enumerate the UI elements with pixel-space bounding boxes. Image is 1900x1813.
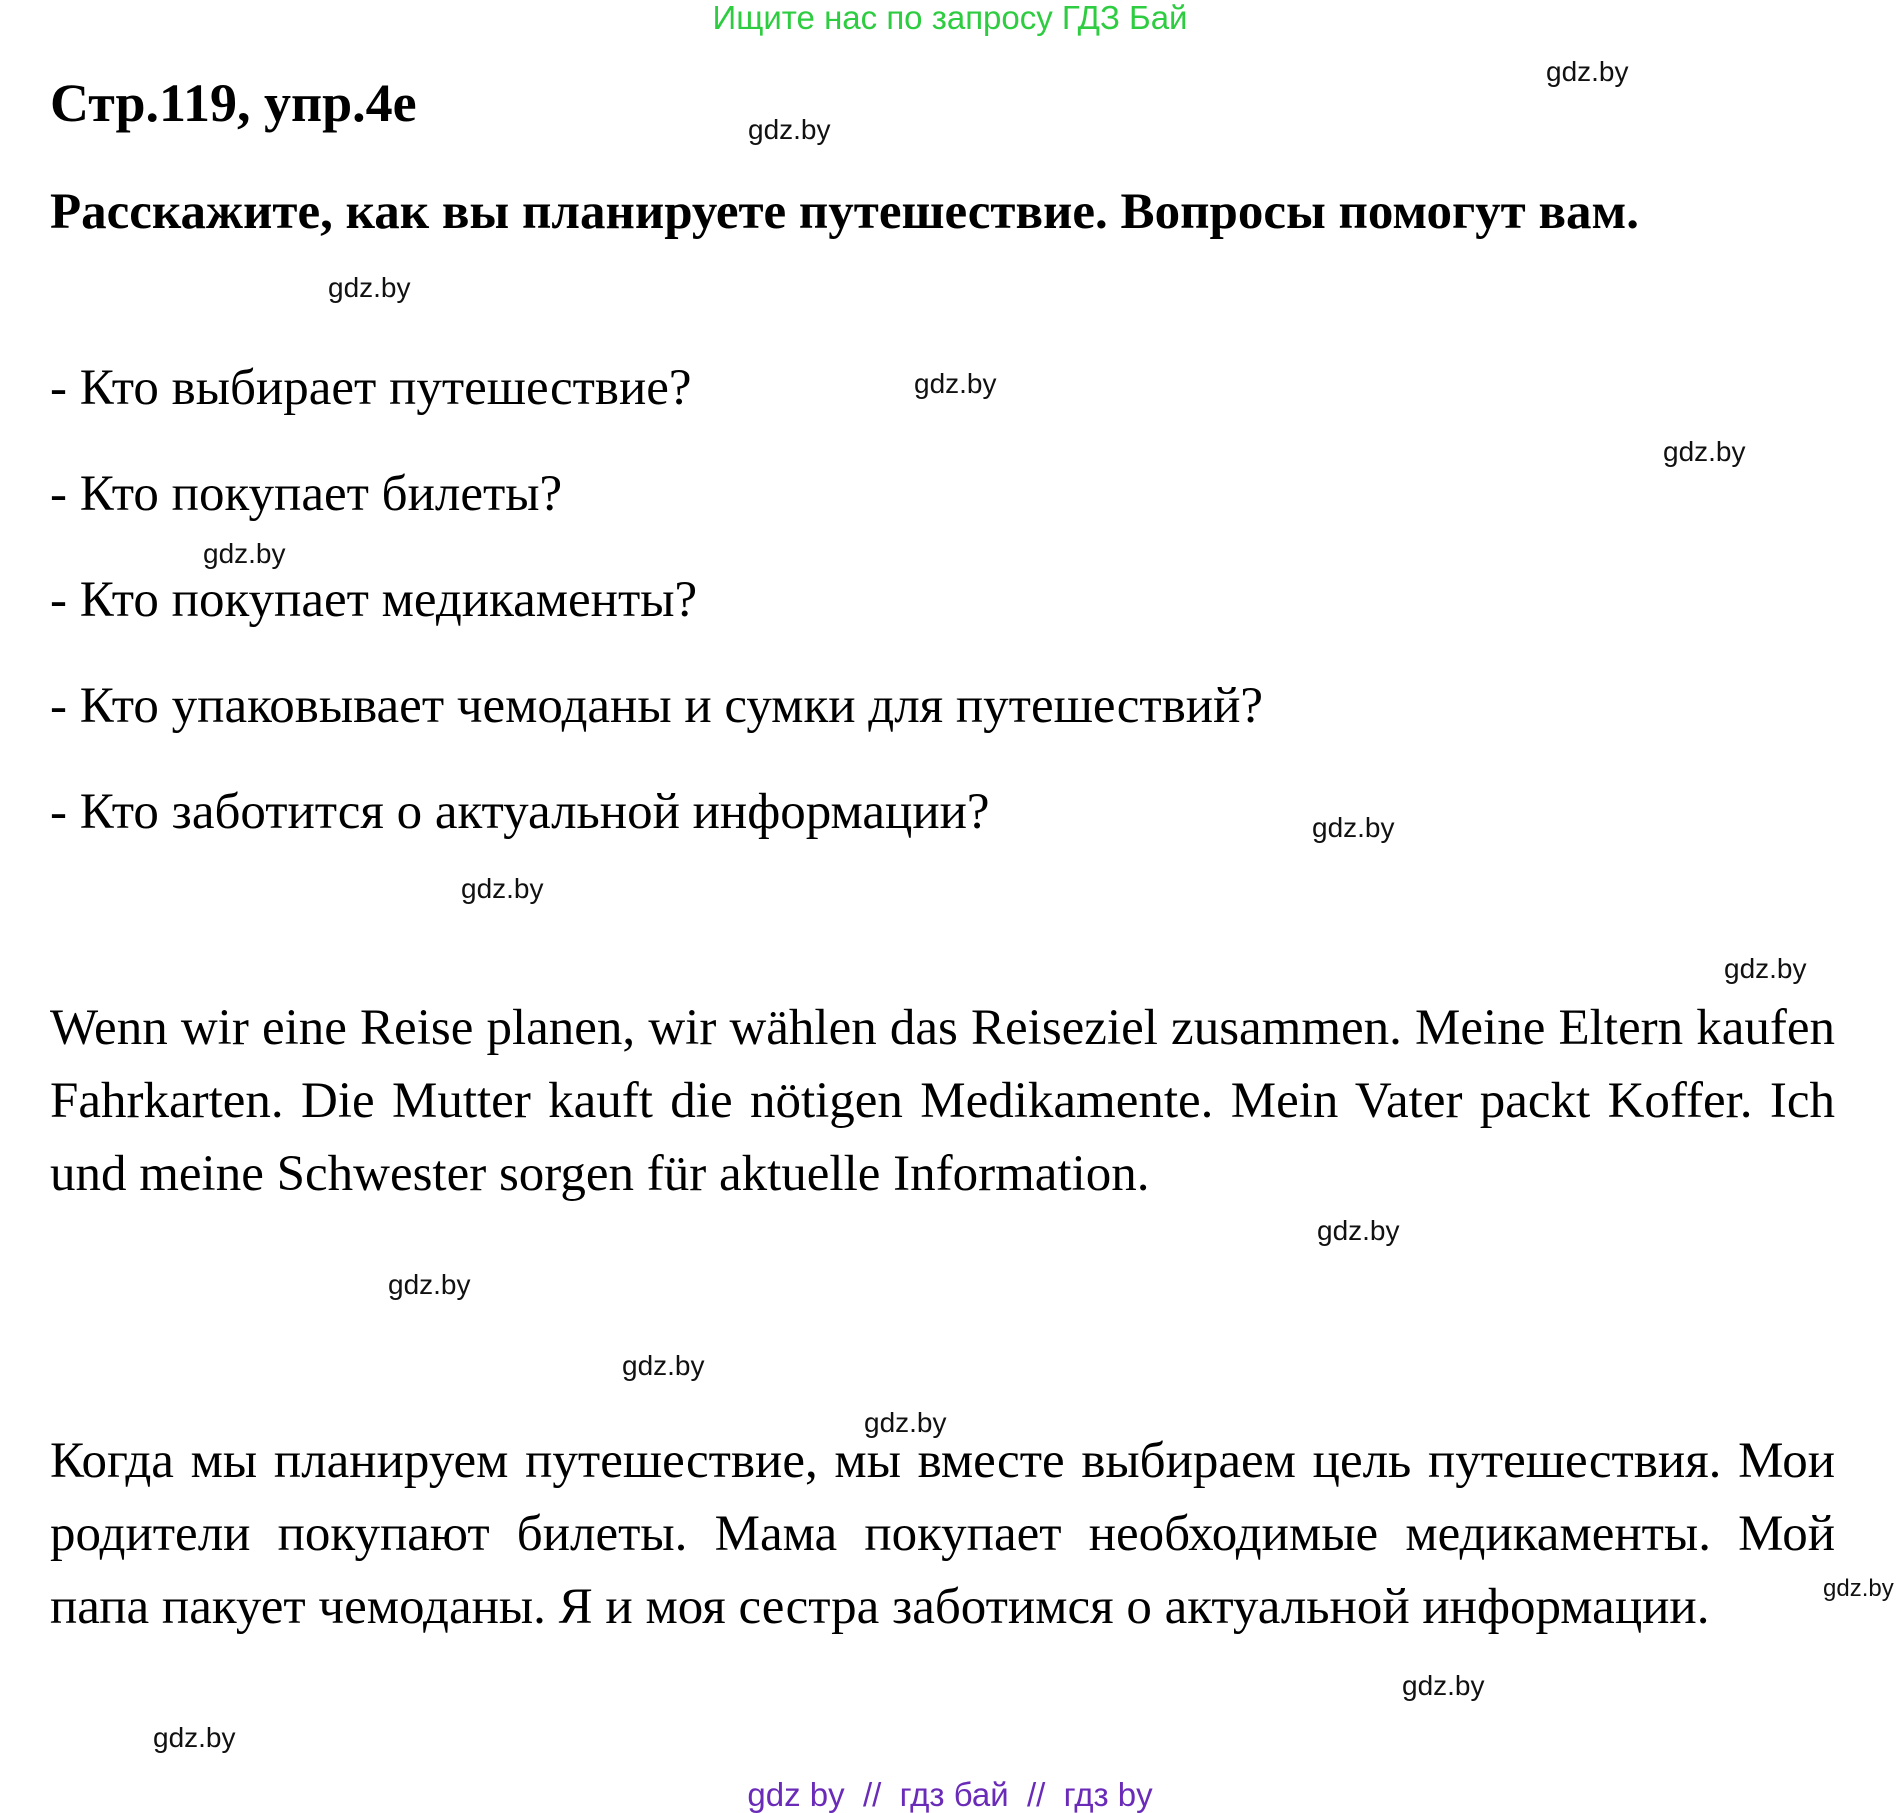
watermark: gdz.by (203, 538, 286, 569)
watermark: gdz.by (1546, 56, 1629, 87)
watermark: gdz.by (1823, 1575, 1894, 1602)
answer-german: Wenn wir eine Reise planen, wir wählen das Reiseziel zusammen. Meine Eltern kaufen Fahrkarten. Die Mutter kauft die nötigen Medikamente. Mein Vater packt Koffer. Ich und meine Schwester sorgen für aktuelle Information. (50, 1000, 1835, 1202)
task-statement: Расскажите, как вы планируете путешествие. Вопросы помогут вам. (50, 184, 1639, 240)
watermark: gdz.by (388, 1269, 471, 1300)
watermark: gdz.by (1312, 812, 1395, 843)
question-item: - Кто заботится о актуальной информации? (50, 784, 990, 840)
watermark: gdz.by (622, 1350, 705, 1381)
watermark: gdz.by (914, 368, 997, 399)
question-item: - Кто упаковывает чемоданы и сумки для путешествий? (50, 678, 1263, 734)
top-banner: Ищите нас по запросу ГДЗ Бай (712, 0, 1188, 36)
answer-russian: Когда мы планируем путешествие, мы вместе выбираем цель путешествия. Мои родители покупают билеты. Мама покупает необходимые медикаменты. Мой папа пакует чемоданы. Я и моя сестра заботимся о актуальной информации. (50, 1433, 1835, 1635)
watermark: gdz.by (1663, 436, 1746, 467)
page-title: Стр.119, упр.4е (50, 73, 417, 133)
footer-links: gdz by // гдз бай // гдз by (747, 1776, 1153, 1813)
watermark: gdz.by (1402, 1670, 1485, 1701)
watermark: gdz.by (461, 873, 544, 904)
watermark: gdz.by (153, 1722, 236, 1753)
watermark: gdz.by (748, 114, 831, 145)
question-item: - Кто покупает медикаменты? (50, 572, 698, 628)
watermark: gdz.by (328, 272, 411, 303)
question-item: - Кто выбирает путешествие? (50, 360, 692, 416)
watermark: gdz.by (864, 1407, 947, 1438)
watermark: gdz.by (1317, 1215, 1400, 1246)
question-list (50, 355, 1263, 885)
watermark: gdz.by (1724, 953, 1807, 984)
question-item: - Кто покупает билеты? (50, 466, 563, 522)
